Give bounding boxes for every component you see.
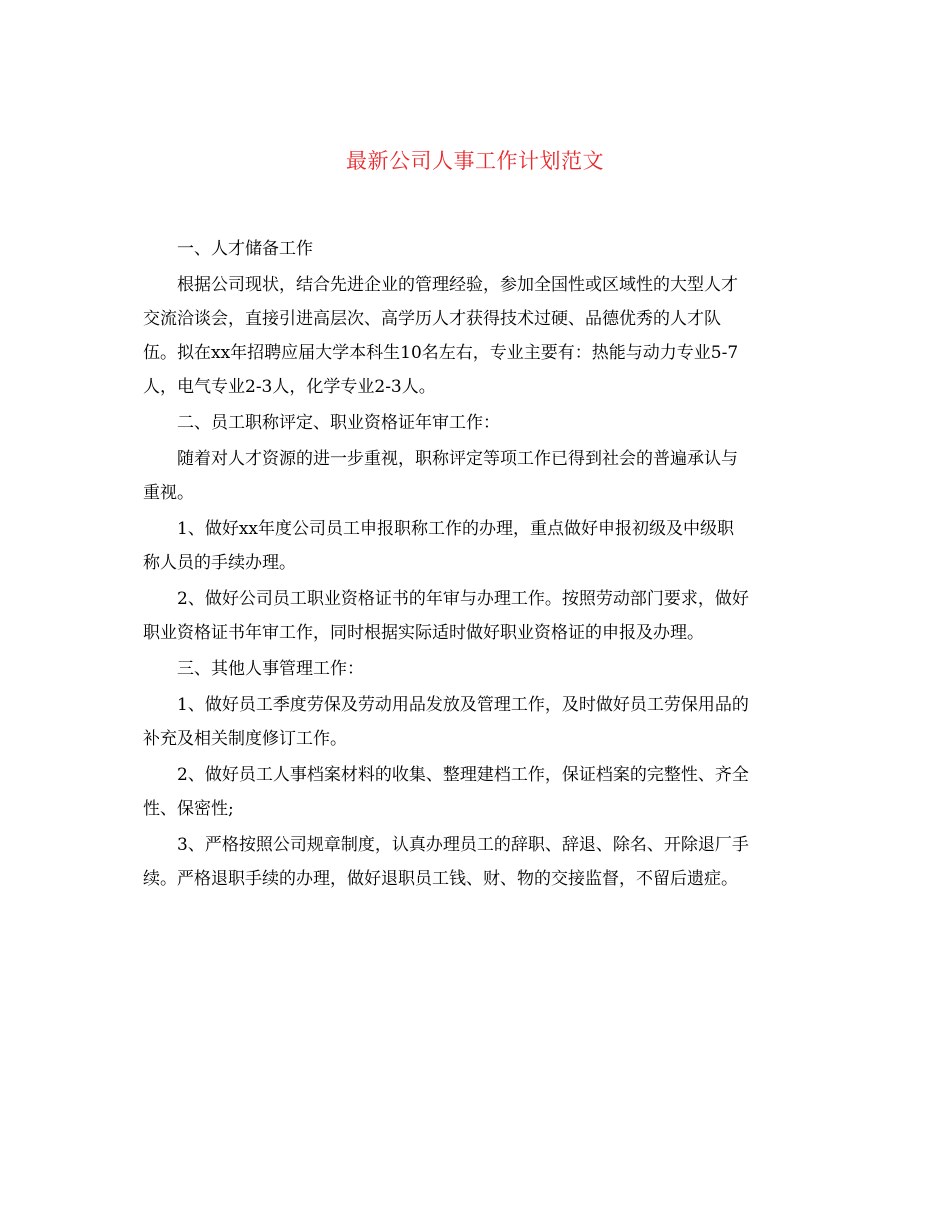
paragraph-line: 交流洽谈会，直接引进高层次、高学历人才获得技术过硬、品德优秀的人才队	[143, 309, 721, 329]
paragraph	[143, 232, 805, 266]
paragraph-line: 1、做好xx年度公司员工申报职称工作的办理，重点做好申报初级及中级职	[177, 519, 734, 539]
paragraph-line: 2、做好员工人事档案材料的收集、整理建档工作，保证档案的完整性、齐全	[177, 765, 749, 785]
paragraph	[143, 828, 805, 896]
paragraph-line: 2、做好公司员工职业资格证书的年审与办理工作。按照劳动部门要求，做好	[177, 589, 749, 609]
document-body	[143, 232, 805, 896]
paragraph-line: 1、做好员工季度劳保及劳动用品发放及管理工作，及时做好员工劳保用品的	[177, 695, 749, 715]
paragraph-line: 二、员工职称评定、职业资格证年审工作：	[177, 413, 500, 433]
paragraph-line: 重视。	[143, 483, 194, 503]
paragraph-line: 补充及相关制度修订工作。	[143, 729, 347, 749]
paragraph-line: 性、保密性;	[143, 799, 234, 819]
paragraph-line: 3、严格按照公司规章制度，认真办理员工的辞职、辞退、除名、开除退厂手	[177, 835, 749, 855]
paragraph-line: 称人员的手续办理。	[143, 553, 296, 573]
paragraph-line: 一、人才储备工作	[177, 239, 313, 259]
paragraph	[143, 688, 805, 756]
paragraph-line: 根据公司现状，结合先进企业的管理经验，参加全国性或区域性的大型人才	[177, 275, 738, 295]
paragraph-line: 随着对人才资源的进一步重视，职称评定等项工作已得到社会的普遍承认与	[177, 449, 738, 469]
paragraph	[143, 512, 805, 580]
paragraph-line: 人，电气专业2-3人，化学专业2-3人。	[143, 377, 436, 397]
paragraph-line: 三、其他人事管理工作：	[177, 659, 364, 679]
paragraph	[143, 268, 805, 404]
paragraph	[143, 406, 805, 440]
paragraph	[143, 442, 805, 510]
paragraph-line: 续。严格退职手续的办理，做好退职员工钱、财、物的交接监督，不留后遗症。	[143, 869, 738, 889]
paragraph	[143, 758, 805, 826]
document-title: 最新公司人事工作计划范文	[346, 149, 604, 173]
paragraph-line: 伍。拟在xx年招聘应届大学本科生10名左右，专业主要有：热能与动力专业5-7	[143, 343, 739, 363]
paragraph-line: 职业资格证书年审工作，同时根据实际适时做好职业资格证的申报及办理。	[143, 623, 704, 643]
paragraph	[143, 582, 805, 650]
paragraph	[143, 652, 805, 686]
